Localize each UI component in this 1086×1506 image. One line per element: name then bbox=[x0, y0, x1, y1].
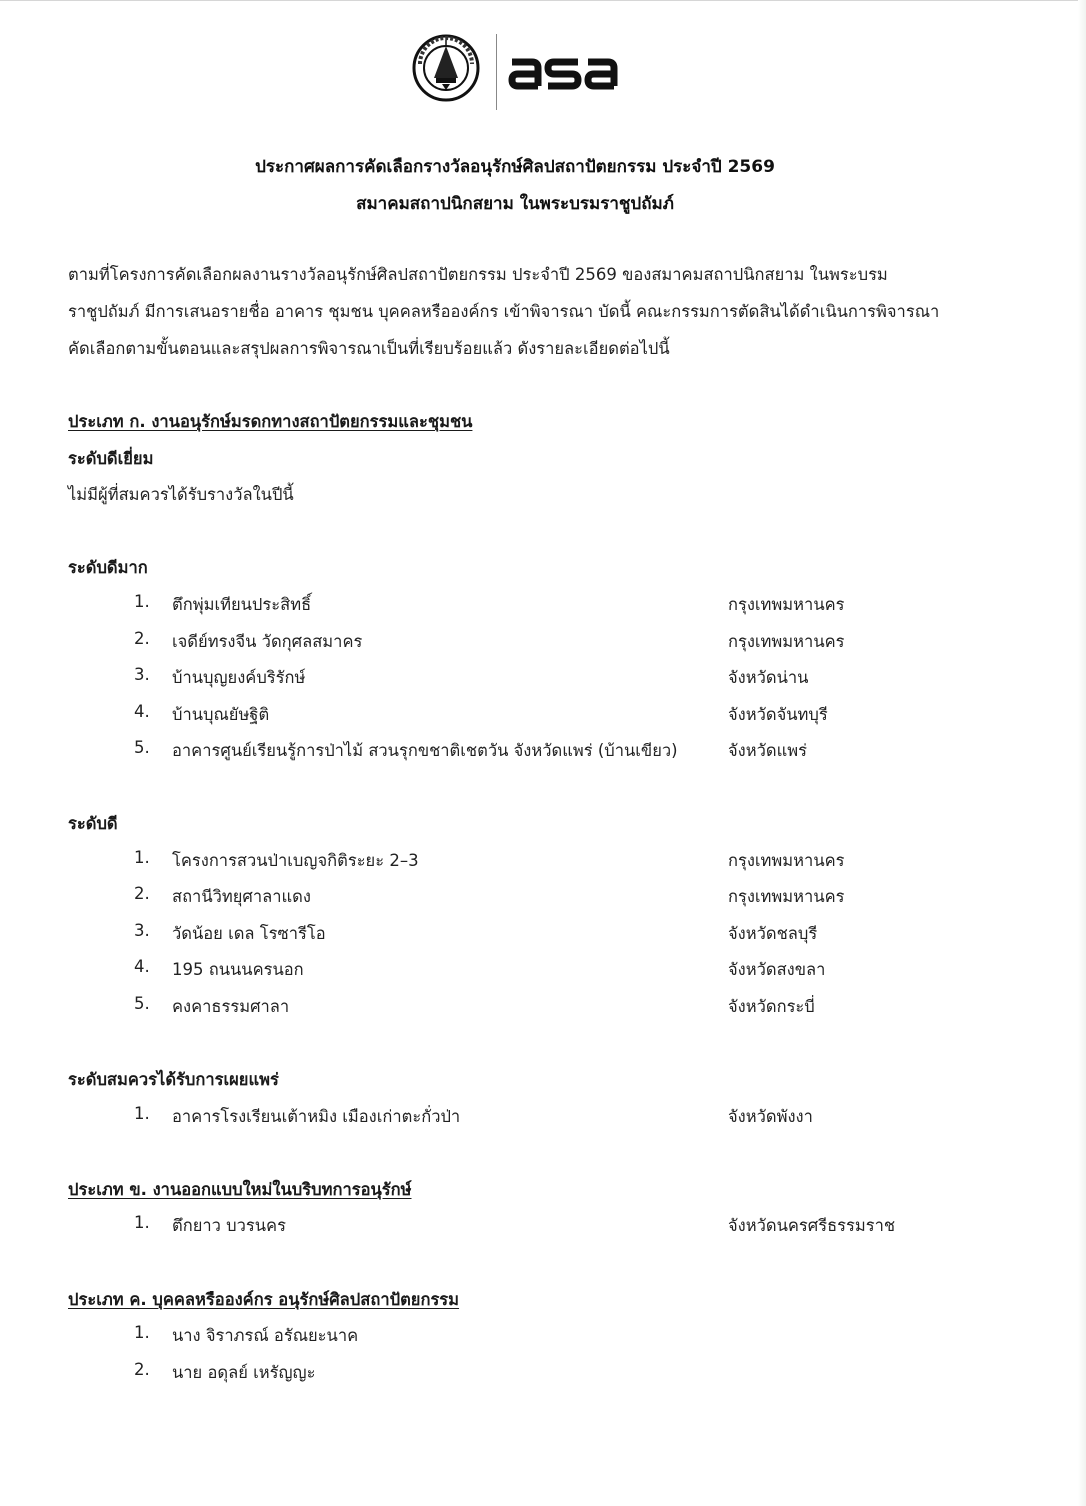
item-name: ตึกพุ่มเทียนประสิทธิ์ bbox=[172, 595, 312, 614]
award-list-item bbox=[0, 629, 1086, 659]
document-title: ประกาศผลการคัดเลือกรางวัลอนุรักษ์ศิลปสถาปัตยกรรม ประจำปี 2569 bbox=[255, 157, 775, 177]
item-name: สถานีวิทยุศาลาแดง bbox=[172, 887, 311, 906]
award-list-item bbox=[0, 1323, 1086, 1353]
item-name: บ้านบุณยัษฐิติ bbox=[172, 705, 270, 724]
item-name: นาง จิราภรณ์ อรัณยะนาค bbox=[172, 1326, 359, 1345]
award-list-item bbox=[0, 957, 1086, 987]
item-number: 4. bbox=[134, 957, 150, 976]
level-excellent-heading: ระดับดีเยี่ยม bbox=[68, 449, 154, 468]
asa-logo-icon bbox=[508, 52, 620, 92]
intro-line: ตามที่โครงการคัดเลือกผลงานรางวัลอนุรักษ์ศิลปสถาปัตยกรรม ประจำปี 2569 ของสมาคมสถาปนิกสยาม ในพระบรม bbox=[68, 265, 888, 284]
document-subtitle: สมาคมสถาปนิกสยาม ในพระบรมราชูปถัมภ์ bbox=[356, 194, 674, 214]
item-province: จังหวัดกระบี่ bbox=[728, 997, 815, 1016]
item-province: กรุงเทพมหานคร bbox=[728, 887, 845, 906]
item-name: วัดน้อย เดล โรซารีโอ bbox=[172, 924, 326, 943]
item-province: จังหวัดพังงา bbox=[728, 1107, 813, 1126]
item-province: กรุงเทพมหานคร bbox=[728, 595, 845, 614]
item-number: 5. bbox=[134, 738, 150, 757]
item-number: 2. bbox=[134, 629, 150, 648]
award-list-item bbox=[0, 848, 1086, 878]
item-number: 5. bbox=[134, 994, 150, 1013]
item-province: กรุงเทพมหานคร bbox=[728, 851, 845, 870]
logo-block bbox=[406, 30, 620, 112]
award-list-item bbox=[0, 1360, 1086, 1390]
award-list-item bbox=[0, 1104, 1086, 1134]
award-list-item bbox=[0, 592, 1086, 622]
item-province: กรุงเทพมหานคร bbox=[728, 632, 845, 651]
item-number: 1. bbox=[134, 848, 150, 867]
item-number: 3. bbox=[134, 665, 150, 684]
award-list-item bbox=[0, 702, 1086, 732]
item-name: ตึกยาว บวรนคร bbox=[172, 1216, 286, 1235]
category-c-heading: ประเภท ค. บุคคลหรือองค์กร อนุรักษ์ศิลปสถาปัตยกรรม bbox=[68, 1290, 460, 1309]
no-award-note: ไม่มีผู้ที่สมควรได้รับรางวัลในปีนี้ bbox=[68, 485, 294, 504]
item-province: จังหวัดแพร่ bbox=[728, 741, 807, 760]
award-list-item bbox=[0, 738, 1086, 768]
item-province: จังหวัดชลบุรี bbox=[728, 924, 818, 943]
award-list-item bbox=[0, 994, 1086, 1024]
item-name: บ้านบุญยงค์บริรักษ์ bbox=[172, 668, 306, 687]
award-list-item bbox=[0, 665, 1086, 695]
item-name: เจดีย์ทรงจีน วัดกุศลสมาคร bbox=[172, 632, 363, 651]
logo-divider bbox=[496, 34, 497, 110]
award-list-item bbox=[0, 1213, 1086, 1243]
category-b-heading: ประเภท ข. งานออกแบบใหม่ในบริบทการอนุรักษ์ bbox=[68, 1180, 412, 1199]
item-province: จังหวัดนครศรีธรรมราช bbox=[728, 1216, 896, 1235]
item-number: 1. bbox=[134, 1213, 150, 1232]
award-list-item bbox=[0, 921, 1086, 951]
item-name: คงคาธรรมศาลา bbox=[172, 997, 290, 1016]
intro-line: คัดเลือกตามขั้นตอนและสรุปผลการพิจารณาเป็นที่เรียบร้อยแล้ว ดังรายละเอียดต่อไปนี้ bbox=[68, 339, 670, 358]
item-name: 195 ถนนนครนอก bbox=[172, 960, 304, 979]
item-number: 4. bbox=[134, 702, 150, 721]
item-province: จังหวัดน่าน bbox=[728, 668, 809, 687]
item-province: จังหวัดจันทบุรี bbox=[728, 705, 828, 724]
award-list-item bbox=[0, 884, 1086, 914]
level-very-good-heading: ระดับดีมาก bbox=[68, 558, 148, 577]
item-number: 2. bbox=[134, 1360, 150, 1379]
item-name: โครงการสวนป่าเบญจกิติระยะ 2–3 bbox=[172, 851, 419, 870]
intro-paragraph bbox=[68, 256, 968, 367]
category-a-heading: ประเภท ก. งานอนุรักษ์มรดกทางสถาปัตยกรรมและชุมชน bbox=[68, 412, 473, 431]
item-number: 1. bbox=[134, 1323, 150, 1342]
asa-seal-icon bbox=[412, 34, 480, 102]
item-name: อาคารศูนย์เรียนรู้การป่าไม้ สวนรุกขชาติเชตวัน จังหวัดแพร่ (บ้านเขียว) bbox=[172, 741, 678, 760]
item-name: นาย อดุลย์ เหรัญญะ bbox=[172, 1363, 316, 1382]
item-province: จังหวัดสงขลา bbox=[728, 960, 826, 979]
item-number: 1. bbox=[134, 1104, 150, 1123]
item-number: 3. bbox=[134, 921, 150, 940]
intro-line: ราชูปถัมภ์ มีการเสนอรายชื่อ อาคาร ชุมชน บุคคลหรือองค์กร เข้าพิจารณา บัดนี้ คณะกรรมการตัดสินได้ดำเนินการพิจารณา bbox=[68, 302, 940, 321]
level-publicize-heading: ระดับสมควรได้รับการเผยแพร่ bbox=[68, 1070, 279, 1089]
item-number: 1. bbox=[134, 592, 150, 611]
item-number: 2. bbox=[134, 884, 150, 903]
item-name: อาคารโรงเรียนเต้าหมิง เมืองเก่าตะกั่วป่า bbox=[172, 1107, 461, 1126]
level-good-heading: ระดับดี bbox=[68, 814, 118, 833]
page-edge-top bbox=[0, 0, 1086, 1]
